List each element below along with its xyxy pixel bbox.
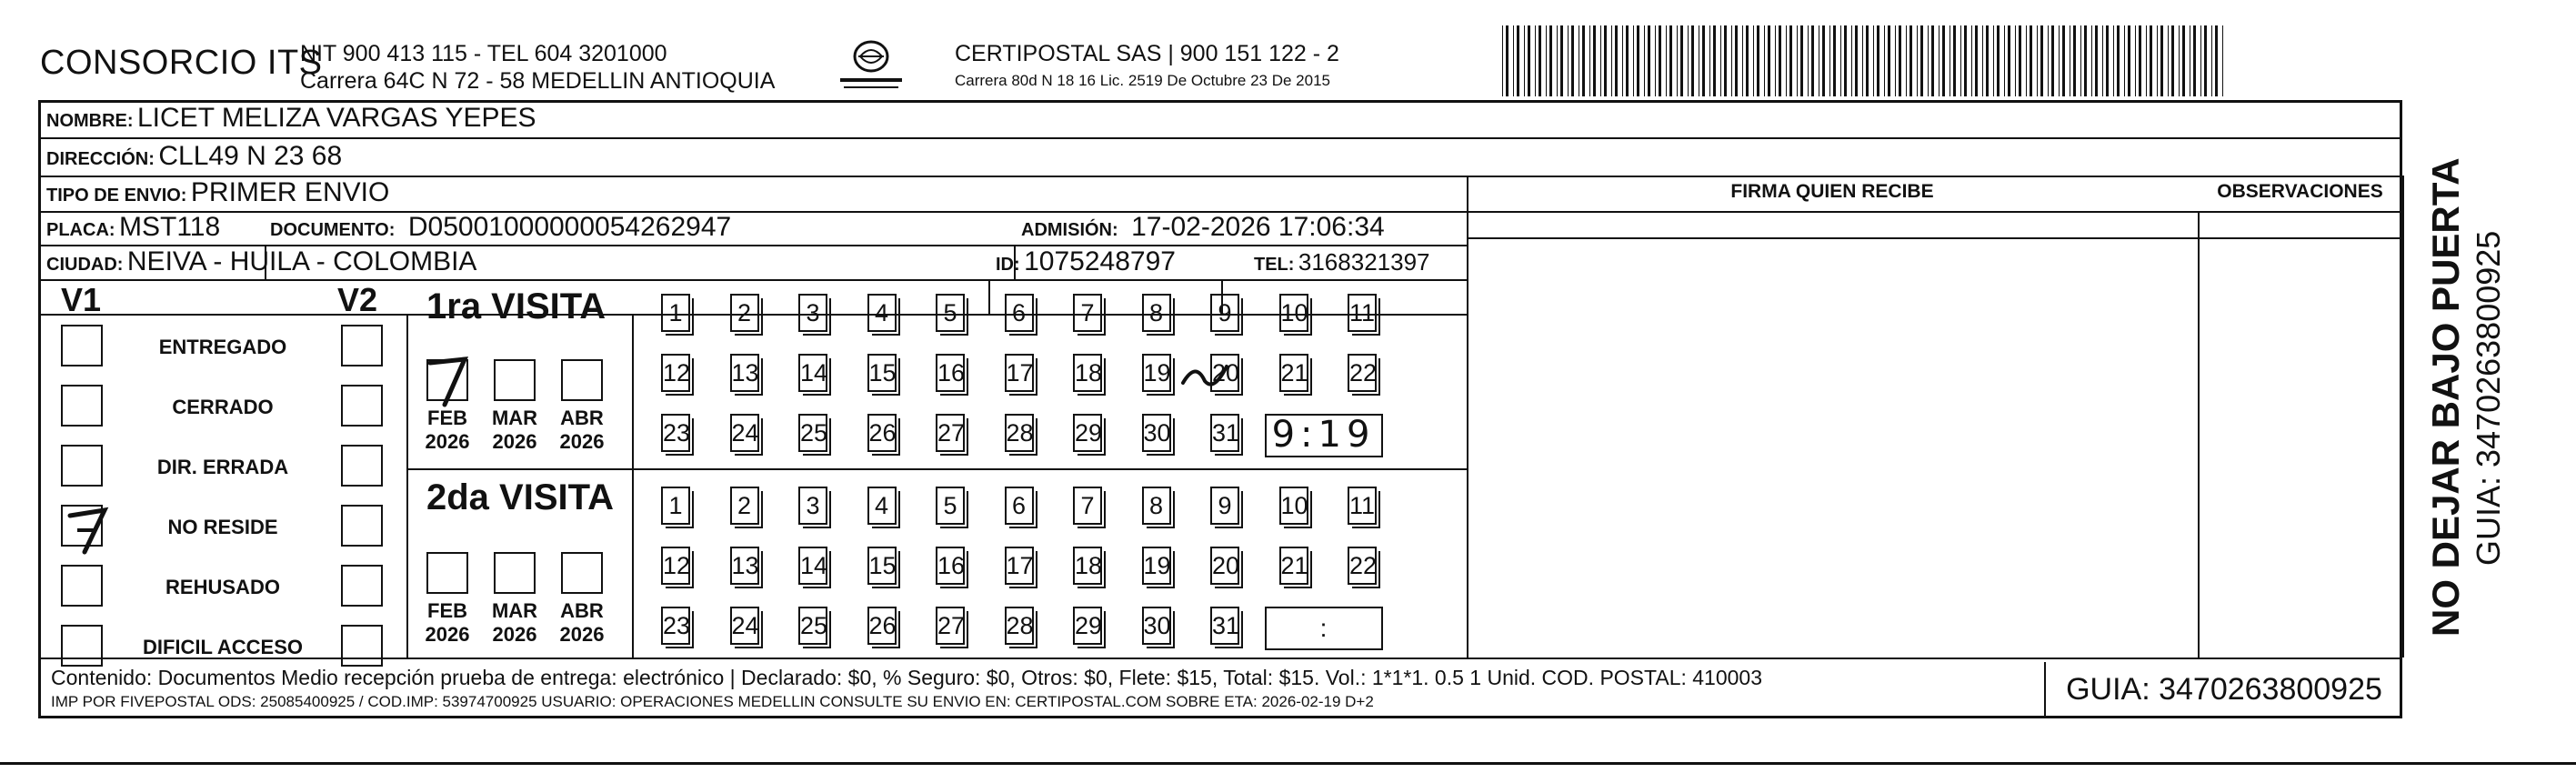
barcode-bar bbox=[2030, 25, 2032, 96]
barcode-bar bbox=[1917, 25, 1918, 96]
barcode-bar bbox=[2171, 25, 2174, 96]
v2-checkbox[interactable] bbox=[341, 505, 383, 547]
barcode-bar bbox=[1549, 25, 1552, 96]
tel-value: 3168321397 bbox=[1298, 248, 1430, 276]
direccion-field bbox=[46, 141, 342, 172]
barcode-bar bbox=[1539, 25, 1541, 96]
month-label bbox=[550, 407, 614, 454]
day-box[interactable]: 3 bbox=[798, 487, 827, 525]
barcode-bar bbox=[2135, 25, 2136, 96]
id-value: 1075248797 bbox=[1024, 246, 1176, 276]
day-box[interactable]: 11 bbox=[1348, 487, 1377, 525]
day-box[interactable]: 26 bbox=[867, 607, 897, 645]
company-name: CONSORCIO ITS bbox=[40, 44, 323, 82]
placa-label: PLACA: bbox=[46, 220, 115, 240]
barcode-bar bbox=[1731, 25, 1732, 96]
admision-field bbox=[1021, 212, 1385, 243]
tel-label: TEL: bbox=[1254, 255, 1295, 275]
barcode-bar bbox=[1600, 25, 1601, 96]
certipostal-logo-icon bbox=[835, 36, 907, 102]
barcode-bar bbox=[1775, 25, 1776, 96]
day-box[interactable]: 5 bbox=[936, 487, 965, 525]
month-label bbox=[483, 599, 546, 647]
barcode-bar bbox=[1571, 25, 1574, 96]
barcode-bar bbox=[2106, 25, 2109, 96]
barcode-bar bbox=[1964, 25, 1967, 96]
barcode-bar bbox=[2048, 25, 2049, 96]
day-box[interactable]: 26 bbox=[867, 414, 897, 452]
day-box[interactable]: 16 bbox=[936, 354, 965, 392]
day-box[interactable]: 3 bbox=[798, 294, 827, 332]
barcode bbox=[1502, 25, 2230, 96]
month-label bbox=[416, 407, 479, 454]
barcode-bar bbox=[2200, 25, 2201, 96]
barcode-bar bbox=[2150, 25, 2152, 96]
day-box[interactable]: 6 bbox=[1005, 294, 1034, 332]
barcode-bar bbox=[2080, 25, 2081, 96]
check-mark-icon bbox=[65, 503, 119, 557]
day-box[interactable]: 1 bbox=[661, 487, 690, 525]
v1-header: V1 bbox=[61, 281, 102, 318]
side-guia: GUIA: 3470263800925 bbox=[2470, 230, 2507, 566]
month-label bbox=[416, 599, 479, 647]
status-label: DIR. ERRADA bbox=[156, 456, 289, 478]
day-box[interactable]: 7 bbox=[1073, 487, 1102, 525]
barcode-bar bbox=[1568, 25, 1569, 96]
v2-checkbox[interactable] bbox=[341, 325, 383, 366]
day-box[interactable]: 7 bbox=[1073, 294, 1102, 332]
barcode-bar bbox=[1655, 25, 1656, 96]
barcode-bar bbox=[2091, 25, 2092, 96]
barcode-bar bbox=[1895, 25, 1896, 96]
barcode-bar bbox=[2128, 25, 2130, 96]
observaciones-header: OBSERVACIONES bbox=[2217, 181, 2383, 202]
barcode-bar bbox=[1920, 25, 1923, 96]
day-box[interactable]: 19 bbox=[1142, 547, 1171, 585]
day-box[interactable]: 31 bbox=[1210, 414, 1239, 452]
barcode-bar bbox=[1779, 25, 1781, 96]
visit-2-title: 2da VISITA bbox=[426, 477, 614, 517]
day-box[interactable]: 17 bbox=[1005, 354, 1034, 392]
barcode-bar bbox=[1528, 25, 1530, 96]
admision-value: 17-02-2026 17:06:34 bbox=[1131, 212, 1385, 242]
day-box[interactable]: 24 bbox=[730, 414, 759, 452]
tipo-envio-field bbox=[46, 177, 389, 208]
barcode-bar bbox=[1993, 25, 1994, 96]
barcode-bar bbox=[1604, 25, 1607, 96]
barcode-bar bbox=[2008, 25, 2010, 96]
barcode-bar bbox=[1982, 25, 1983, 96]
barcode-bar bbox=[1582, 25, 1585, 96]
check-mark-icon bbox=[425, 354, 479, 408]
barcode-bar bbox=[1971, 25, 1972, 96]
barcode-bar bbox=[2004, 25, 2005, 96]
day-box[interactable]: 10 bbox=[1279, 487, 1308, 525]
day-box[interactable]: 4 bbox=[867, 294, 897, 332]
day-box[interactable]: 15 bbox=[867, 547, 897, 585]
v1-checkbox[interactable] bbox=[61, 385, 103, 427]
day-box[interactable]: 24 bbox=[730, 607, 759, 645]
day-box[interactable]: 14 bbox=[798, 354, 827, 392]
day-box[interactable]: 20 bbox=[1210, 547, 1239, 585]
barcode-bar bbox=[1593, 25, 1596, 96]
month-name: MAR bbox=[491, 407, 538, 429]
day-box[interactable]: 18 bbox=[1073, 354, 1102, 392]
barcode-bar bbox=[2193, 25, 2196, 96]
day-box[interactable]: 14 bbox=[798, 547, 827, 585]
barcode-bar bbox=[1877, 25, 1879, 96]
day-box[interactable]: 28 bbox=[1005, 607, 1034, 645]
barcode-bar bbox=[1524, 25, 1525, 96]
barcode-bar bbox=[1546, 25, 1547, 96]
barcode-bar bbox=[1557, 25, 1558, 96]
barcode-bar bbox=[1884, 25, 1885, 96]
id-label: ID: bbox=[996, 255, 1020, 275]
barcode-bar bbox=[1622, 25, 1623, 96]
barcode-bar bbox=[1811, 25, 1814, 96]
day-box[interactable]: 9 bbox=[1210, 487, 1239, 525]
barcode-bar bbox=[1680, 25, 1683, 96]
v1-checkbox[interactable] bbox=[61, 445, 103, 487]
status-label: ENTREGADO bbox=[158, 336, 287, 358]
barcode-bar bbox=[1833, 25, 1836, 96]
barcode-bar bbox=[1637, 25, 1639, 96]
footer-content: Contenido: Documentos Medio recepción prueba de entrega: electrónico | Declarado: $0, % Seguro: $0, Otros: $0, Flete: $15, Total: $15. Vol.: 1*1*1. 0.5 1 Unid. COD. POSTAL: 410003 bbox=[51, 666, 1763, 689]
barcode-bar bbox=[1611, 25, 1612, 96]
barcode-bar bbox=[2102, 25, 2103, 96]
barcode-bar bbox=[2073, 25, 2076, 96]
barcode-bar bbox=[1702, 25, 1705, 96]
day-box[interactable]: 22 bbox=[1348, 547, 1377, 585]
month-year: 2026 bbox=[425, 430, 470, 453]
month-checkbox[interactable] bbox=[561, 359, 603, 401]
carrier-address: Carrera 80d N 18 16 Lic. 2519 De Octubre 23 De 2015 bbox=[955, 72, 1330, 89]
barcode-bar bbox=[1720, 25, 1721, 96]
day-box[interactable]: 31 bbox=[1210, 607, 1239, 645]
company-info bbox=[300, 40, 775, 95]
day-box[interactable]: 25 bbox=[798, 607, 827, 645]
nit-line: NIT 900 413 115 - TEL 604 3201000 bbox=[300, 41, 667, 66]
barcode-bar bbox=[1742, 25, 1743, 96]
barcode-bar bbox=[1746, 25, 1749, 96]
barcode-bar bbox=[1931, 25, 1934, 96]
barcode-bar bbox=[1851, 25, 1852, 96]
month-year: 2026 bbox=[492, 430, 537, 453]
barcode-bar bbox=[1789, 25, 1792, 96]
nombre-value: LICET MELIZA VARGAS YEPES bbox=[137, 103, 536, 133]
barcode-bar bbox=[2019, 25, 2021, 96]
scribble-mark-icon bbox=[1178, 356, 1232, 396]
day-box[interactable]: 23 bbox=[661, 607, 690, 645]
day-box[interactable]: 27 bbox=[936, 414, 965, 452]
tipo-envio-value: PRIMER ENVIO bbox=[190, 177, 390, 207]
barcode-bar bbox=[1669, 25, 1672, 96]
month-checkbox[interactable] bbox=[494, 359, 536, 401]
carrier-line: CERTIPOSTAL SAS | 900 151 122 - 2 bbox=[955, 41, 1339, 66]
status-label: REHUSADO bbox=[165, 576, 280, 598]
barcode-bar bbox=[2113, 25, 2114, 96]
barcode-bar bbox=[1844, 25, 1847, 96]
day-box[interactable]: 2 bbox=[730, 294, 759, 332]
day-box[interactable]: 30 bbox=[1142, 607, 1171, 645]
month-name: ABR bbox=[560, 599, 604, 622]
barcode-bar bbox=[1626, 25, 1629, 96]
barcode-bar bbox=[1822, 25, 1825, 96]
barcode-bar bbox=[1709, 25, 1710, 96]
barcode-bar bbox=[1797, 25, 1798, 96]
barcode-bar bbox=[2168, 25, 2169, 96]
day-box[interactable]: 17 bbox=[1005, 547, 1034, 585]
address-line: Carrera 64C N 72 - 58 MEDELLIN ANTIOQUIA bbox=[300, 68, 776, 94]
barcode-bar bbox=[2124, 25, 2125, 96]
direccion-label: DIRECCIÓN: bbox=[46, 149, 155, 169]
barcode-bar bbox=[1753, 25, 1754, 96]
month-year: 2026 bbox=[425, 623, 470, 646]
ciudad-value: NEIVA - HUILA - COLOMBIA bbox=[126, 246, 477, 276]
barcode-bar bbox=[2222, 25, 2223, 96]
v2-checkbox[interactable] bbox=[341, 445, 383, 487]
barcode-bar bbox=[1757, 25, 1759, 96]
barcode-bar bbox=[2182, 25, 2185, 96]
barcode-bar bbox=[1502, 25, 1503, 96]
barcode-bar bbox=[1855, 25, 1858, 96]
barcode-bar bbox=[2215, 25, 2218, 96]
barcode-bar bbox=[2179, 25, 2180, 96]
firma-header: FIRMA QUIEN RECIBE bbox=[1730, 181, 1934, 202]
day-box[interactable]: 13 bbox=[730, 547, 759, 585]
barcode-bar bbox=[2084, 25, 2087, 96]
barcode-bar bbox=[1713, 25, 1716, 96]
v2-checkbox[interactable] bbox=[341, 565, 383, 607]
barcode-bar bbox=[1888, 25, 1890, 96]
day-box[interactable]: 29 bbox=[1073, 414, 1102, 452]
barcode-bar bbox=[2062, 25, 2065, 96]
form-box bbox=[38, 100, 2402, 718]
barcode-bar bbox=[2204, 25, 2207, 96]
day-box[interactable]: 21 bbox=[1279, 547, 1308, 585]
barcode-bar bbox=[1659, 25, 1661, 96]
barcode-bar bbox=[1873, 25, 1874, 96]
month-checkbox[interactable] bbox=[561, 552, 603, 594]
status-label: DIFICIL ACCESO bbox=[142, 636, 303, 658]
day-box[interactable]: 11 bbox=[1348, 294, 1377, 332]
day-box[interactable]: 13 bbox=[730, 354, 759, 392]
barcode-bar bbox=[1866, 25, 1869, 96]
barcode-bar bbox=[1513, 25, 1514, 96]
barcode-bar bbox=[1506, 25, 1509, 96]
barcode-bar bbox=[1986, 25, 1989, 96]
day-box[interactable]: 28 bbox=[1005, 414, 1034, 452]
barcode-bar bbox=[1997, 25, 2000, 96]
v2-checkbox[interactable] bbox=[341, 385, 383, 427]
month-name: FEB bbox=[427, 407, 467, 429]
barcode-bar bbox=[2095, 25, 2098, 96]
barcode-bar bbox=[1688, 25, 1689, 96]
barcode-bar bbox=[1960, 25, 1961, 96]
barcode-bar bbox=[1862, 25, 1863, 96]
day-box[interactable]: 12 bbox=[661, 354, 690, 392]
guia-box: GUIA: 3470263800925 bbox=[2044, 662, 2402, 718]
day-box[interactable]: 20 bbox=[1210, 354, 1239, 392]
day-box[interactable]: 30 bbox=[1142, 414, 1171, 452]
id-field bbox=[996, 246, 1176, 277]
day-box[interactable]: 22 bbox=[1348, 354, 1377, 392]
bottom-line bbox=[0, 762, 2576, 765]
footer-print-info: IMP POR FIVEPOSTAL ODS: 25085400925 / COD.IMP: 53974700925 USUARIO: OPERACIONES MEDELLIN CONSULTE SU ENVIO EN: CERTIPOSTAL.COM SOBRE ETA: 2026-02-19 D+2 bbox=[51, 693, 1374, 710]
barcode-bar bbox=[1677, 25, 1678, 96]
admision-label: ADMISIÓN: bbox=[1021, 220, 1118, 240]
month-year: 2026 bbox=[559, 623, 605, 646]
barcode-bar bbox=[1942, 25, 1945, 96]
barcode-bar bbox=[1906, 25, 1907, 96]
tel-field bbox=[1254, 248, 1430, 276]
documento-value: D05001000000054262947 bbox=[407, 212, 732, 242]
v1-checkbox[interactable] bbox=[61, 325, 103, 366]
barcode-bar bbox=[1560, 25, 1563, 96]
barcode-bar bbox=[2051, 25, 2054, 96]
day-box[interactable]: 2 bbox=[730, 487, 759, 525]
month-label bbox=[550, 599, 614, 647]
month-name: FEB bbox=[427, 599, 467, 622]
barcode-bar bbox=[1589, 25, 1590, 96]
day-box[interactable]: 15 bbox=[867, 354, 897, 392]
day-box[interactable]: 29 bbox=[1073, 607, 1102, 645]
barcode-bar bbox=[1615, 25, 1618, 96]
visit-1-title: 1ra VISITA bbox=[426, 286, 606, 326]
barcode-bar bbox=[2160, 25, 2163, 96]
v1-checkbox[interactable] bbox=[61, 625, 103, 667]
status-label: CERRADO bbox=[172, 396, 274, 418]
ciudad-field bbox=[46, 246, 476, 277]
barcode-bar bbox=[2139, 25, 2141, 96]
barcode-bar bbox=[2117, 25, 2120, 96]
month-name: ABR bbox=[560, 407, 604, 429]
barcode-bar bbox=[1928, 25, 1929, 96]
v2-checkbox[interactable] bbox=[341, 625, 383, 667]
placa-value: MST118 bbox=[119, 212, 221, 242]
barcode-bar bbox=[2211, 25, 2212, 96]
month-year: 2026 bbox=[559, 430, 605, 453]
barcode-bar bbox=[2040, 25, 2043, 96]
visit-time-box[interactable]: : bbox=[1265, 607, 1383, 650]
barcode-bar bbox=[1829, 25, 1830, 96]
barcode-bar bbox=[2026, 25, 2027, 96]
month-checkbox[interactable] bbox=[494, 552, 536, 594]
barcode-bar bbox=[1535, 25, 1536, 96]
documento-field bbox=[270, 212, 731, 243]
ciudad-label: CIUDAD: bbox=[46, 255, 124, 275]
nombre-label: NOMBRE: bbox=[46, 111, 134, 131]
barcode-bar bbox=[2015, 25, 2016, 96]
barcode-bar bbox=[2059, 25, 2060, 96]
month-name: MAR bbox=[491, 599, 538, 622]
barcode-bar bbox=[1644, 25, 1645, 96]
barcode-bar bbox=[1899, 25, 1901, 96]
day-box[interactable]: 6 bbox=[1005, 487, 1034, 525]
day-box[interactable]: 27 bbox=[936, 607, 965, 645]
month-year: 2026 bbox=[492, 623, 537, 646]
day-box[interactable]: 18 bbox=[1073, 547, 1102, 585]
barcode-bar bbox=[1648, 25, 1650, 96]
barcode-bar bbox=[2157, 25, 2158, 96]
day-box[interactable]: 12 bbox=[661, 547, 690, 585]
direccion-value: CLL49 N 23 68 bbox=[158, 141, 343, 171]
barcode-bar bbox=[1735, 25, 1738, 96]
day-box[interactable]: 5 bbox=[936, 294, 965, 332]
barcode-bar bbox=[1840, 25, 1841, 96]
documento-label: DOCUMENTO: bbox=[270, 220, 396, 240]
day-box[interactable]: 1 bbox=[661, 294, 690, 332]
barcode-bar bbox=[1800, 25, 1803, 96]
barcode-bar bbox=[1517, 25, 1519, 96]
barcode-bar bbox=[2146, 25, 2147, 96]
barcode-bar bbox=[1953, 25, 1956, 96]
carrier-info bbox=[955, 40, 1339, 95]
barcode-bar bbox=[1975, 25, 1978, 96]
barcode-bar bbox=[1633, 25, 1634, 96]
barcode-bar bbox=[1724, 25, 1727, 96]
month-checkbox[interactable] bbox=[426, 552, 468, 594]
month-label bbox=[483, 407, 546, 454]
day-box[interactable]: 8 bbox=[1142, 294, 1171, 332]
barcode-bar bbox=[1691, 25, 1694, 96]
tipo-envio-label: TIPO DE ENVIO: bbox=[46, 186, 187, 206]
nombre-field bbox=[46, 103, 536, 134]
day-box[interactable]: 19 bbox=[1142, 354, 1171, 392]
barcode-bar bbox=[1939, 25, 1940, 96]
v2-header: V2 bbox=[337, 281, 378, 318]
day-box[interactable]: 8 bbox=[1142, 487, 1171, 525]
status-label: NO RESIDE bbox=[167, 516, 278, 538]
barcode-bar bbox=[1764, 25, 1765, 96]
barcode-bar bbox=[1768, 25, 1770, 96]
barcode-bar bbox=[1909, 25, 1912, 96]
day-box[interactable]: 23 bbox=[661, 414, 690, 452]
day-box[interactable]: 10 bbox=[1279, 294, 1308, 332]
side-warning: NO DEJAR BAJO PUERTA bbox=[2424, 157, 2467, 637]
visit-time-box[interactable]: 9:19 bbox=[1265, 414, 1383, 457]
day-box[interactable]: 21 bbox=[1279, 354, 1308, 392]
barcode-bar bbox=[2037, 25, 2038, 96]
placa-field bbox=[46, 212, 220, 243]
day-box[interactable]: 16 bbox=[936, 547, 965, 585]
barcode-bar bbox=[1808, 25, 1809, 96]
barcode-bar bbox=[1666, 25, 1667, 96]
day-box[interactable]: 9 bbox=[1210, 294, 1239, 332]
barcode-bar bbox=[1786, 25, 1787, 96]
day-box[interactable]: 25 bbox=[798, 414, 827, 452]
v1-checkbox[interactable] bbox=[61, 565, 103, 607]
day-box[interactable]: 4 bbox=[867, 487, 897, 525]
